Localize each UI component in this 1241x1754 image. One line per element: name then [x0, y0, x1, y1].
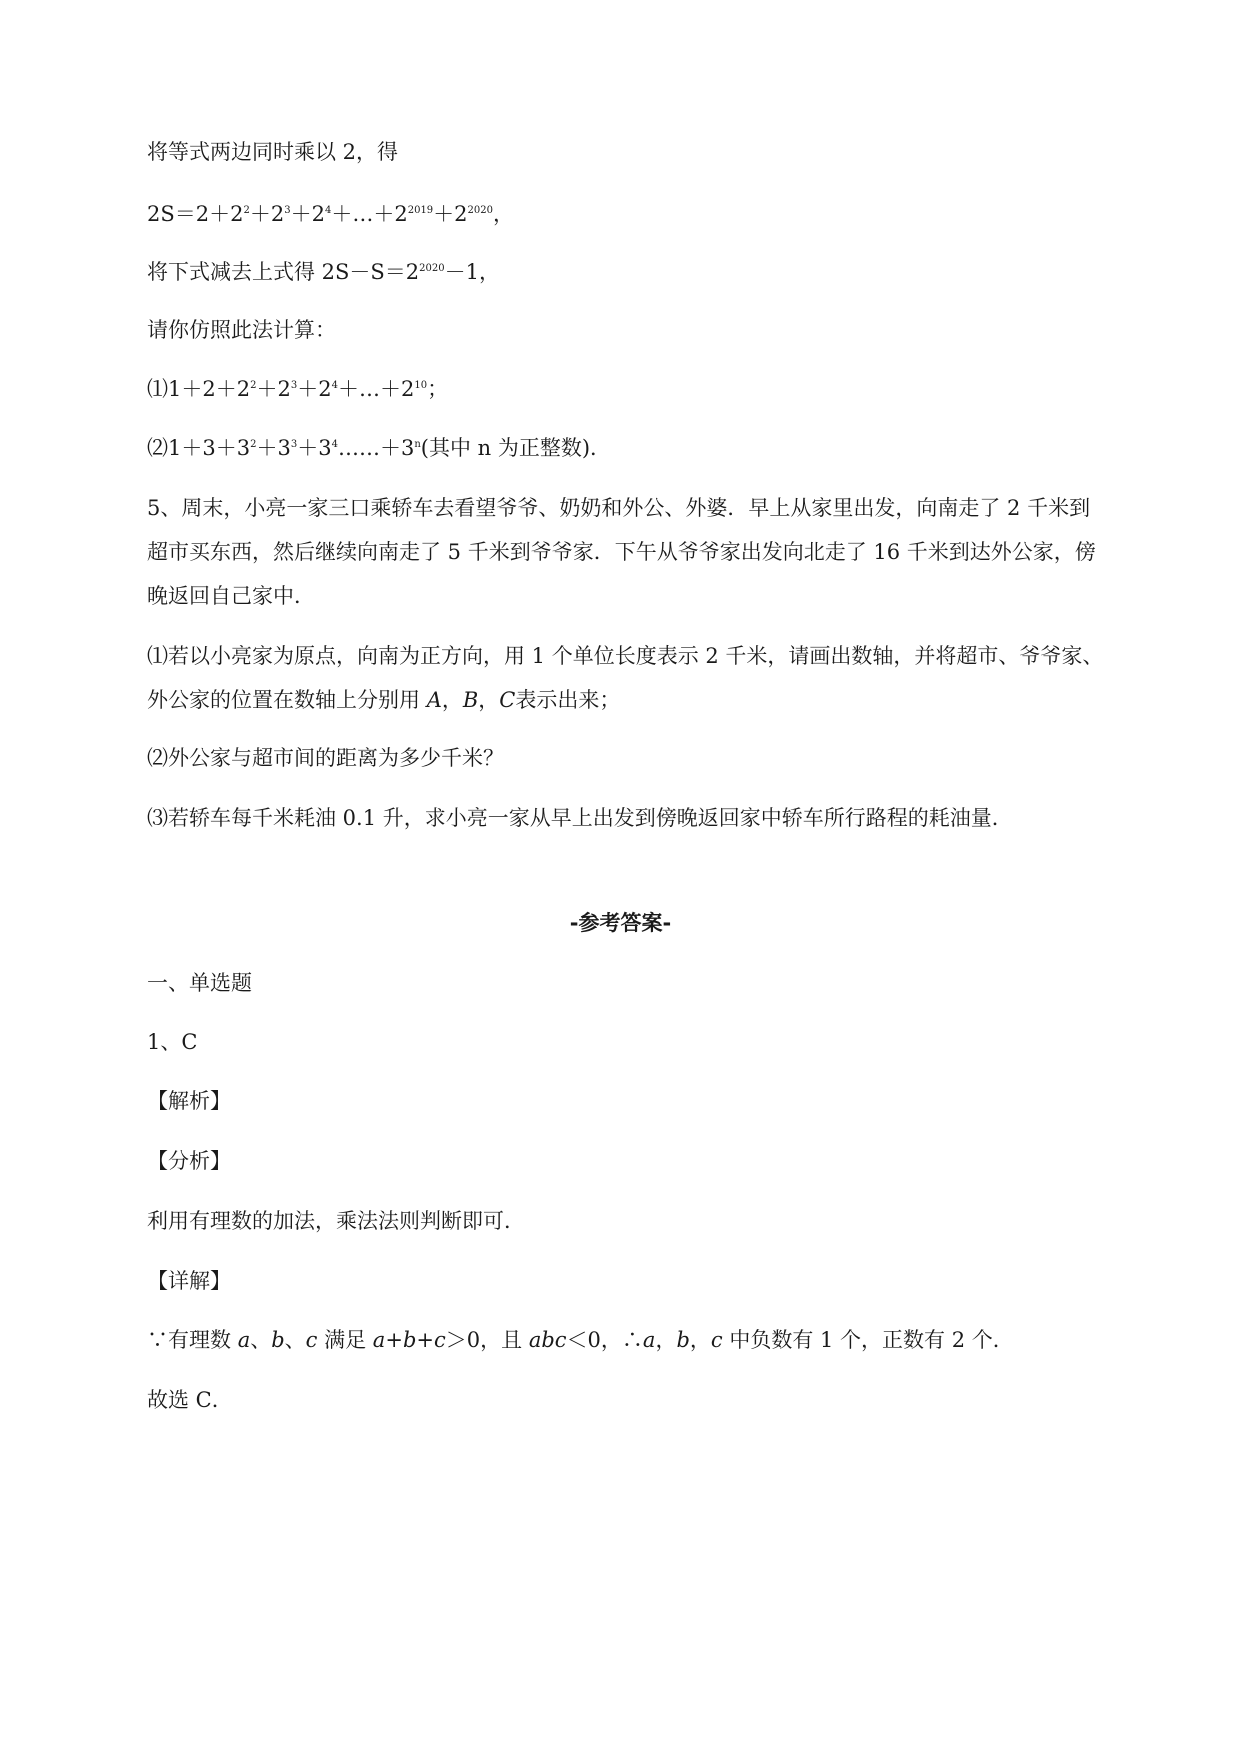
problem-5-q3: ⑶若轿车每千米耗油 0.1 升，求小亮一家从早上出发到傍晚返回家中轿车所行路程的耗油量． [147, 806, 1013, 830]
problem-5-line: 超市买东西，然后继续向南走了 5 千米到爷爷家．下午从爷爷家出发向北走了 16 千米到达外公家，傍 [147, 540, 1096, 564]
sub-question-2: $⑵1+3+3^2+3^3+3^4\dots\dots+3^n$(其中 n 为正整数)． [147, 436, 612, 460]
label-fenxi: 【分析】 [147, 1149, 231, 1173]
equation-line: 将下式减去上式得 $2S-S=2^{2020}-1$， [147, 260, 500, 284]
problem-5-q1-line: ⑴若以小亮家为原点，向南为正方向，用 1 个单位长度表示 2 千米，请画出数轴，并将超市、爷爷家、 [147, 644, 1104, 668]
problem-5-line: 5、周末，小亮一家三口乘轿车去看望爷爷、奶奶和外公、外婆．早上从家里出发，向南走了 2 千米到 [147, 496, 1091, 520]
problem-5-line: 晚返回自己家中． [147, 584, 315, 608]
equation-line: $2S=2+2^2+2^3+2^4+\dots+2^{2019}+2^{2020}$， [147, 202, 514, 226]
problem-5-q2: ⑵外公家与超市间的距离为多少千米？ [147, 746, 504, 770]
sub-question-1: $⑴1+2+2^2+2^3+2^4+\dots+2^{10}$； [147, 377, 449, 401]
problem-5-q1-line: 外公家的位置在数轴上分别用 A，B，C表示出来； [147, 688, 621, 712]
section-heading: 一、单选题 [147, 971, 252, 995]
label-jiexi: 【解析】 [147, 1089, 231, 1113]
label-xiangjie: 【详解】 [147, 1269, 231, 1293]
answer-item: 1、C [147, 1030, 198, 1054]
text-line: 将等式两边同时乘以 2，得 [147, 140, 399, 164]
answer-section-title: -参考答案- [569, 911, 672, 935]
conclusion-text: 故选 C． [147, 1388, 233, 1412]
text-line: 请你仿照此法计算： [147, 318, 336, 342]
analysis-text: 利用有理数的加法，乘法法则判断即可． [147, 1209, 525, 1233]
detail-text: ∵有理数 a、b、c 满足 a+b+c＞0，且 abc＜0，∴a，b，c 中负数有 1 个，正数有 2 个． [147, 1328, 1014, 1352]
